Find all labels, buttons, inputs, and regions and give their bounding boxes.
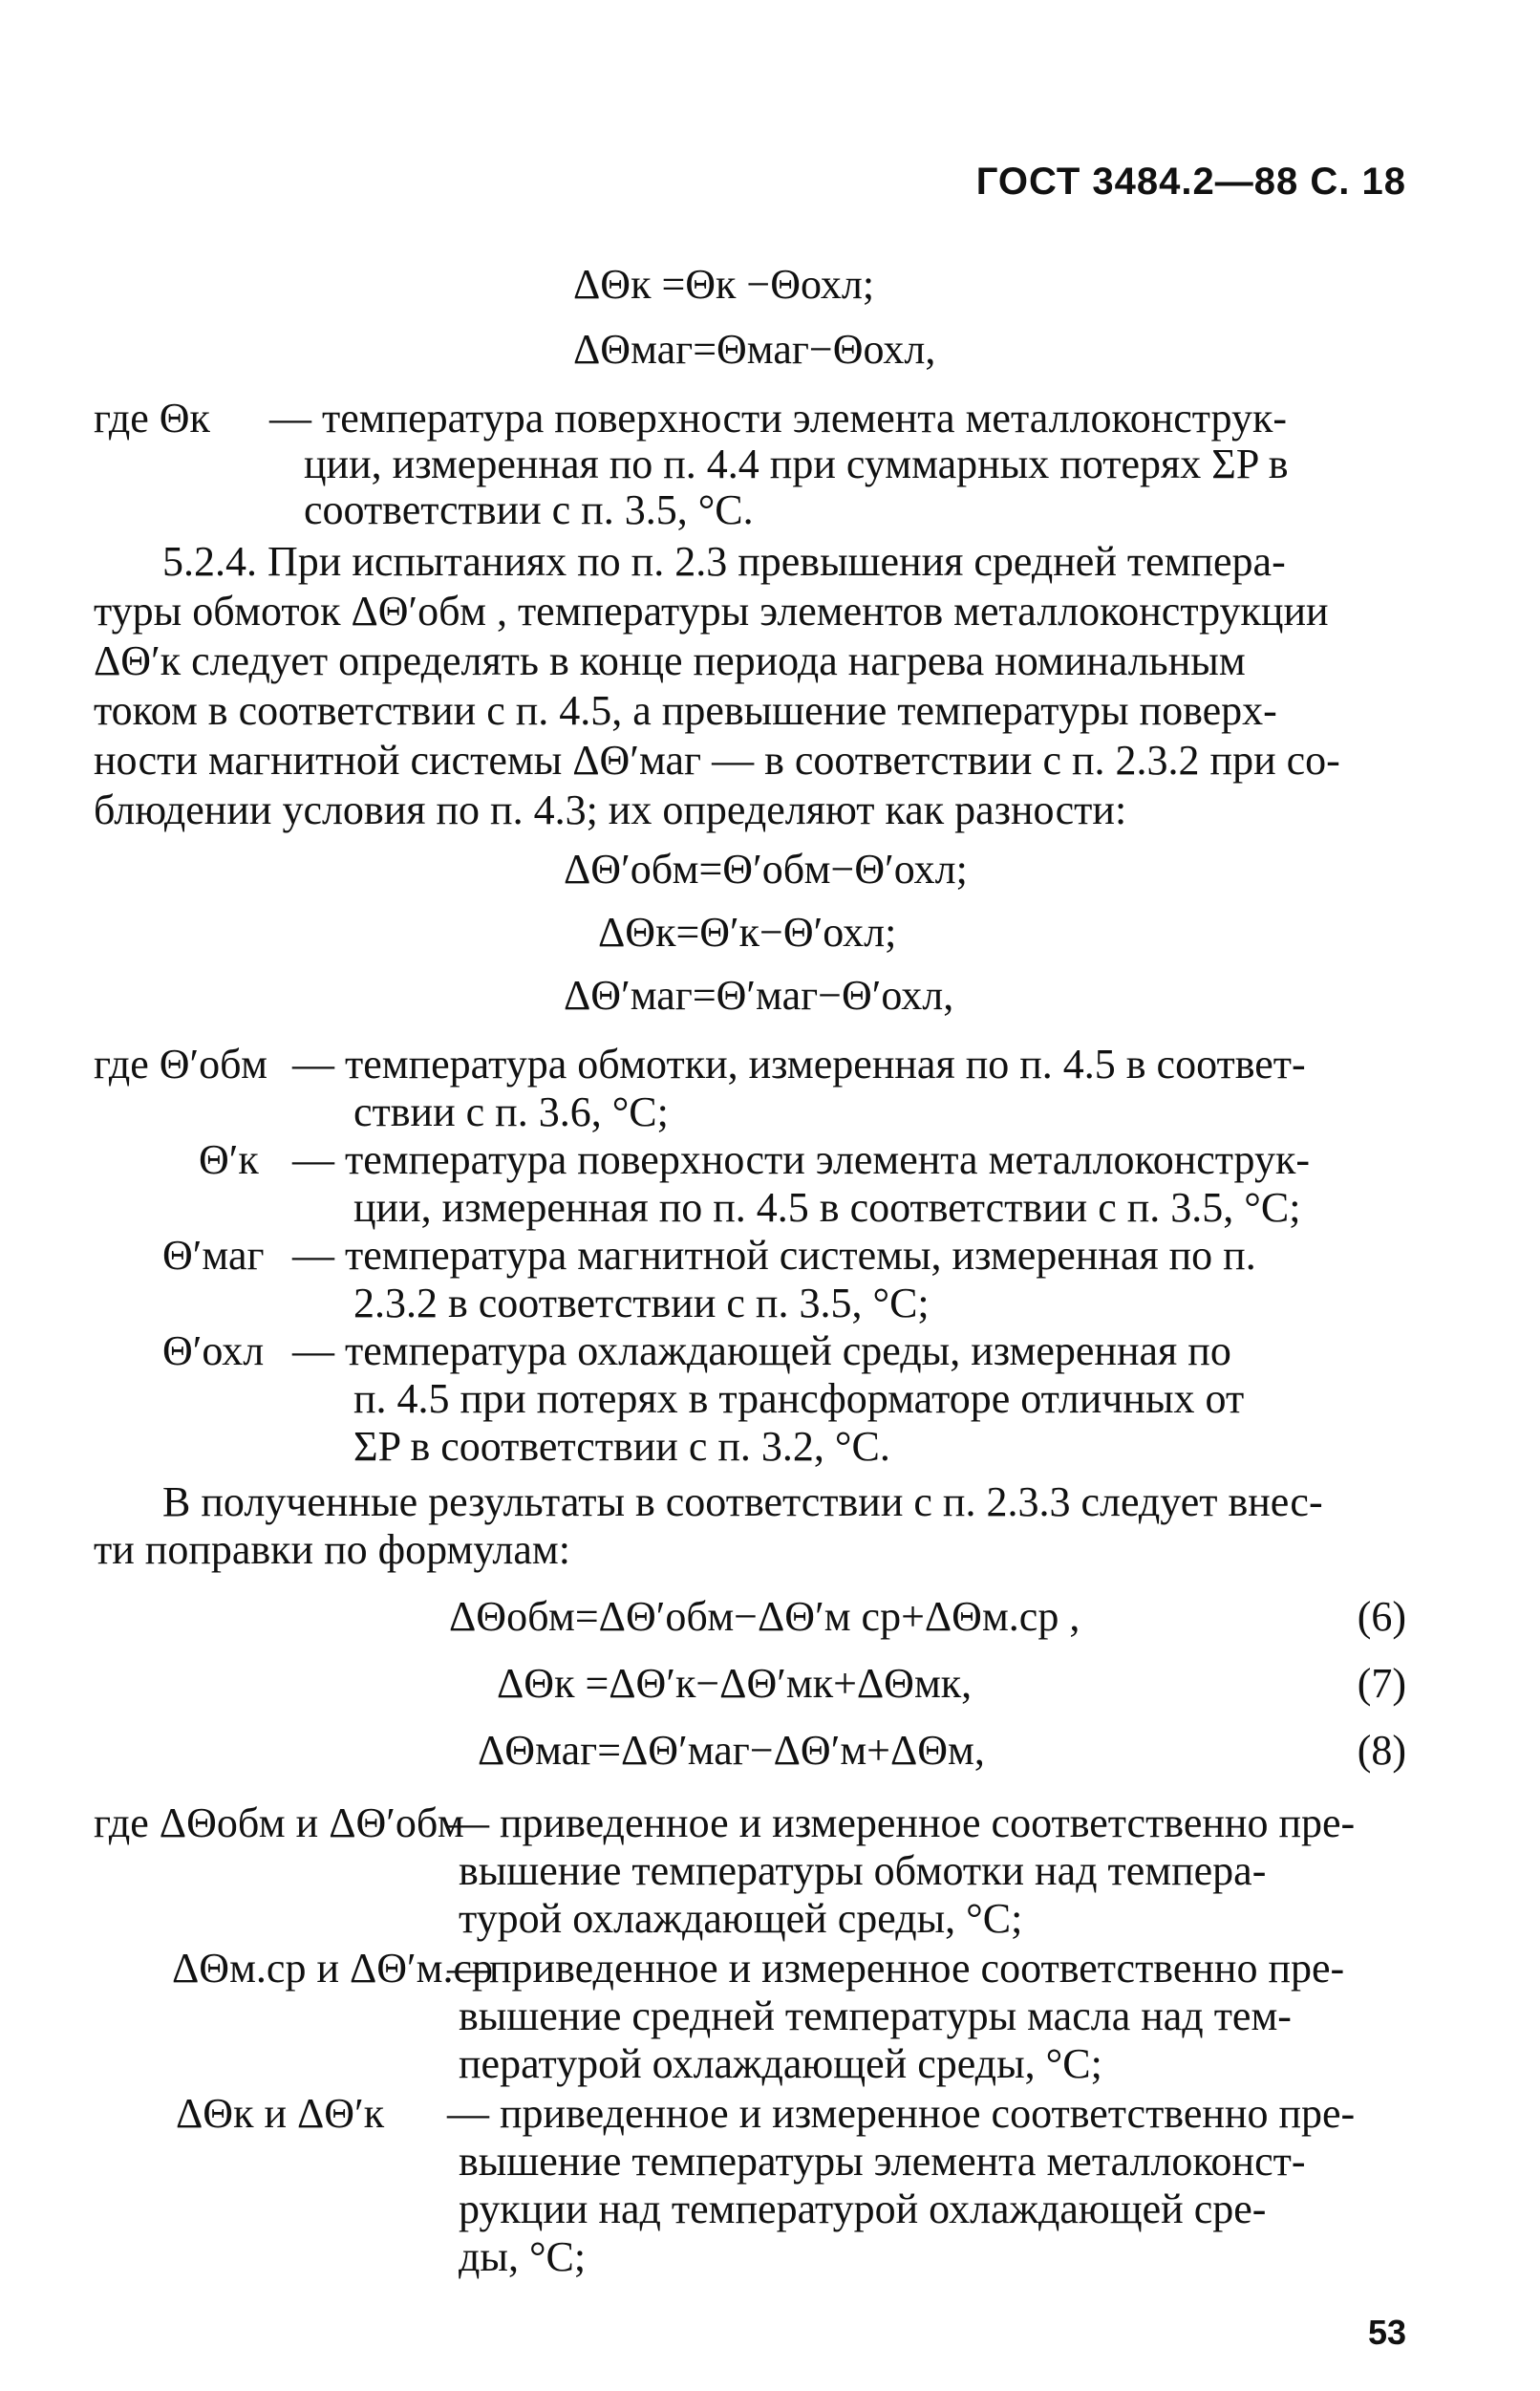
definition-text: ды, °С; [459,2233,587,2280]
definition-text: —приведенное и измеренное соответственно пре- [447,1945,1345,1992]
definition-text: ствии с п. 3.6, °С; [353,1088,669,1135]
definition-text: вышение температуры элемента металлоконст- [459,2138,1306,2185]
definition-term: Θ′охл [162,1327,265,1374]
definition-text: пературой охлаждающей среды, °С; [459,2040,1102,2087]
paragraph-line: ти поправки по формулам: [94,1526,570,1573]
definition-text: ции, измеренная по п. 4.4 при суммарных потерях ΣP в [304,441,1289,487]
definition-term: ΔΘм.ср и ΔΘ′м.ср [172,1945,494,1992]
formula-line: ΔΘк=Θ′к−Θ′охл; [598,909,897,956]
paragraph-line: 5.2.4. При испытаниях по п. 2.3 превышения средней темпера- [162,538,1286,585]
definition-text: ции, измеренная по п. 4.5 в соответствии с п. 3.5, °С; [353,1184,1301,1231]
definition-text: соответствии с п. 3.5, °С. [304,486,754,533]
definition-text: вышение температуры обмотки над темпера- [459,1847,1267,1894]
definition-text: — температура магнитной системы, измеренная по п. [292,1232,1256,1279]
definition-term: ΔΘк и ΔΘ′к [176,2090,385,2137]
equation-number: (8) [1357,1727,1406,1774]
equation-number: (6) [1357,1593,1406,1640]
equation: ΔΘмаг=ΔΘ′маг−ΔΘ′м+ΔΘм, [478,1727,985,1774]
page-number: 53 [1367,2313,1406,2352]
definition-text: ΣP в соответствии с п. 3.2, °С. [353,1423,890,1470]
equation-number: (7) [1357,1660,1406,1707]
definition-text: турой охлаждающей среды, °С; [459,1895,1023,1942]
paragraph-line: током в соответствии с п. 4.5, а превышение температуры поверх- [94,687,1277,734]
paragraph-line: ΔΘ′к следует определять в конце периода нагрева номинальным [94,637,1246,684]
definition-text: п. 4.5 при потерях в трансформаторе отличных от [353,1375,1245,1422]
definition-text: вышение средней температуры масла над тем- [459,1992,1292,2039]
formula-line: ΔΘ′маг=Θ′маг−Θ′охл, [564,972,954,1019]
formula-line: ΔΘмаг=Θмаг−Θохл, [573,326,936,373]
definition-term: где ΔΘобм и ΔΘ′обм [94,1799,464,1846]
definition-text: — температура обмотки, измеренная по п. 4.5 в соответ- [292,1041,1306,1088]
formula-line: ΔΘ′обм=Θ′обм−Θ′охл; [564,846,968,893]
formula-line: ΔΘк =Θк −Θохл; [573,261,875,308]
definition-term: где Θ′обм [94,1041,267,1088]
definition-text: — температура поверхности элемента металлоконструк- [292,1136,1310,1183]
definition-term: Θ′к [199,1136,259,1183]
paragraph-line: блюдении условия по п. 4.3; их определяют как разности: [94,786,1127,833]
definition-text: рукции над температурой охлаждающей сре- [459,2186,1267,2232]
definition-term: Θ′маг [162,1232,265,1279]
definition-text: — температура поверхности элемента металлоконструк- [269,395,1287,442]
paragraph-line: В полученные результаты в соответствии с п. 2.3.3 следует внес- [162,1478,1323,1525]
definition-term: где Θк [94,395,210,442]
paragraph-line: ности магнитной системы ΔΘ′маг — в соответствии с п. 2.3.2 при со- [94,737,1340,784]
definition-text: — приведенное и измеренное соответственно пре- [447,2090,1356,2137]
paragraph-line: туры обмоток ΔΘ′обм , температуры элементов металлоконструкции [94,588,1329,635]
definition-text: — приведенное и измеренное соответственно пре- [447,1799,1356,1846]
definition-text: — температура охлаждающей среды, измеренная по [292,1327,1231,1374]
definition-text: 2.3.2 в соответствии с п. 3.5, °С; [353,1280,930,1326]
equation: ΔΘобм=ΔΘ′обм−ΔΘ′м ср+ΔΘм.ср , [449,1593,1080,1640]
equation: ΔΘк =ΔΘ′к−ΔΘ′мк+ΔΘмк, [497,1660,973,1707]
page-header: ГОСТ 3484.2—88 С. 18 [975,161,1406,203]
